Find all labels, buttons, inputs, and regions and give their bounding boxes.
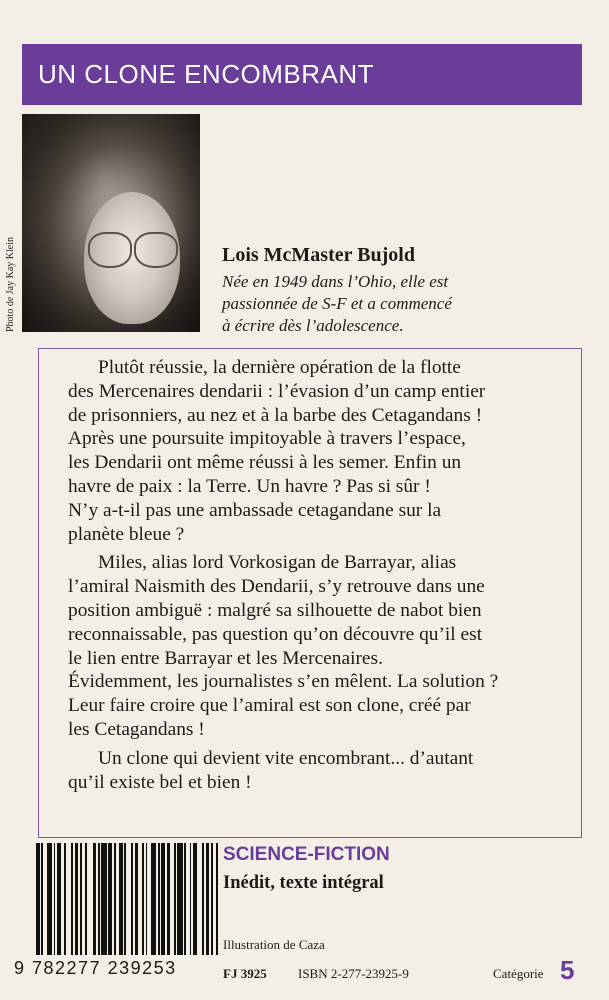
barcode [36, 843, 222, 955]
author-bio-line: à écrire dès l’adolescence. [222, 316, 404, 335]
illustration-credit: Illustration de Caza [223, 937, 325, 952]
summary-line: les Cetagandans ! [68, 718, 205, 740]
catalog-code: FJ 3925 [223, 966, 267, 981]
summary-text [68, 356, 568, 794]
author-bio-line: Née en 1949 dans l’Ohio, elle est [222, 272, 449, 291]
book-title: UN CLONE ENCOMBRANT [38, 59, 374, 89]
summary-line: Leur faire croire que l’amiral est son clone, créé par [68, 695, 471, 717]
summary-line: de prisonniers, au nez et à la barbe des Cetagandans ! [68, 404, 483, 426]
summary-line: reconnaissable, pas question qu’on découvre qu’il est [68, 623, 483, 645]
summary-line: position ambiguë : malgré sa silhouette de nabot bien [68, 599, 482, 621]
summary-line: les Dendarii ont même réussi à les semer. Enfin un [68, 452, 462, 474]
barcode-bar [218, 843, 222, 955]
summary-line: planète bleue ? [68, 523, 185, 545]
summary-line: l’amiral Naismith des Dendarii, s’y retrouve dans une [68, 576, 485, 598]
photo-glasses-right [134, 232, 178, 268]
title-banner [22, 44, 582, 105]
photo-glasses-left [88, 232, 132, 268]
category-number: 5 [560, 955, 575, 985]
summary-line: des Mercenaires dendarii : l’évasion d’un camp entier [68, 380, 486, 402]
category-label: Catégorie [493, 966, 544, 981]
summary-line: Un clone qui devient vite encombrant... d’autant [98, 747, 474, 769]
edition-note: Inédit, texte intégral [223, 873, 384, 893]
author-bio [222, 271, 584, 337]
summary-line: Évidemment, les journalistes s’en mêlent. La solution ? [68, 671, 499, 693]
author-photo [22, 114, 200, 332]
summary-line: le lien entre Barrayar et les Mercenaires. [68, 647, 383, 669]
summary-line: Miles, alias lord Vorkosigan de Barrayar, alias [98, 552, 457, 574]
barcode-digits: 9 782277 239253 [14, 958, 177, 978]
summary-line: havre de paix : la Terre. Un havre ? Pas si sûr ! [68, 475, 431, 497]
genre-label: SCIENCE-FICTION [223, 844, 390, 865]
summary-line: Après une poursuite impitoyable à travers l’espace, [68, 428, 466, 450]
author-name: Lois McMaster Bujold [222, 244, 415, 266]
summary-line: qu’il existe bel et bien ! [68, 771, 252, 793]
photo-credit: Photo de Jay Kay Klein [5, 237, 16, 332]
isbn: ISBN 2-277-23925-9 [298, 966, 409, 981]
summary-line: Plutôt réussie, la dernière opération de la flotte [98, 357, 461, 378]
catalog-line [223, 955, 583, 986]
summary-line: N’y a-t-il pas une ambassade cetagandane sur la [68, 499, 442, 521]
author-bio-line: passionnée de S-F et a commencé [222, 294, 452, 313]
